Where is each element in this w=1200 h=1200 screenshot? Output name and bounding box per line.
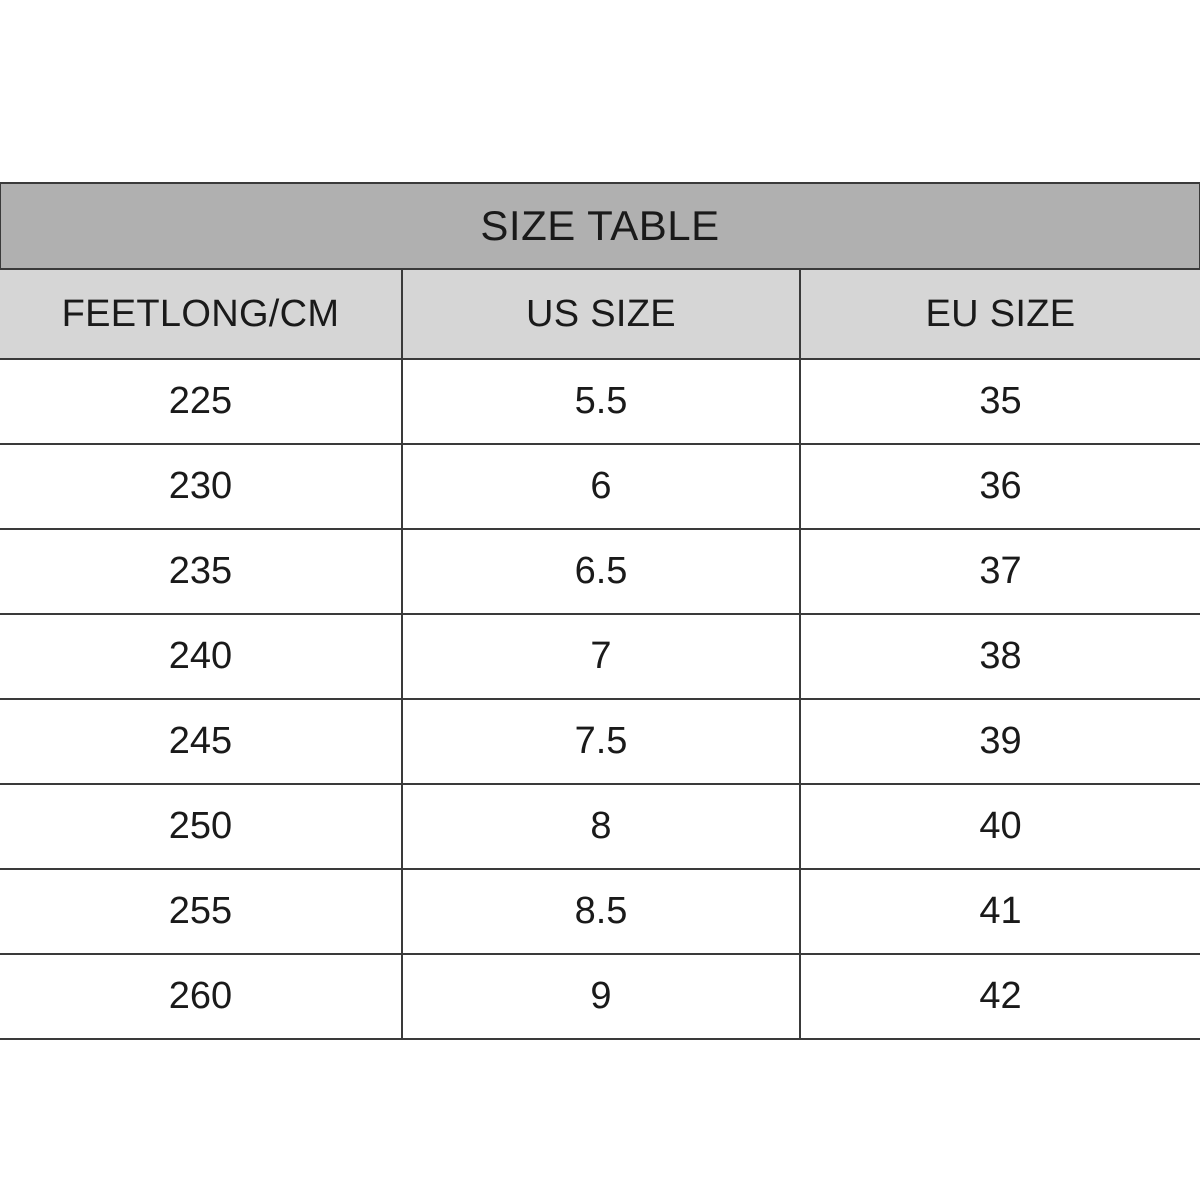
cell-feetlong: 240 [0,614,402,699]
cell-us-size: 8 [402,784,800,869]
cell-feetlong: 245 [0,699,402,784]
table-title: SIZE TABLE [0,183,1200,269]
cell-eu-size: 38 [800,614,1200,699]
cell-us-size: 8.5 [402,869,800,954]
cell-eu-size: 41 [800,869,1200,954]
cell-feetlong: 250 [0,784,402,869]
cell-us-size: 7 [402,614,800,699]
table-title-row [0,183,1200,269]
table-row [0,784,1200,869]
cell-us-size: 7.5 [402,699,800,784]
cell-us-size: 9 [402,954,800,1039]
table-row [0,614,1200,699]
table-row [0,869,1200,954]
column-header-eu-size: EU SIZE [800,269,1200,359]
table-row [0,699,1200,784]
column-header-feetlong: FEETLONG/CM [0,269,402,359]
table-header-row [0,269,1200,359]
cell-feetlong: 235 [0,529,402,614]
cell-feetlong: 230 [0,444,402,529]
cell-eu-size: 35 [800,359,1200,444]
cell-eu-size: 37 [800,529,1200,614]
table-row [0,444,1200,529]
cell-us-size: 6.5 [402,529,800,614]
cell-feetlong: 260 [0,954,402,1039]
cell-feetlong: 225 [0,359,402,444]
table-row [0,954,1200,1039]
cell-feetlong: 255 [0,869,402,954]
cell-us-size: 6 [402,444,800,529]
cell-eu-size: 42 [800,954,1200,1039]
cell-eu-size: 40 [800,784,1200,869]
column-header-us-size: US SIZE [402,269,800,359]
size-table [0,182,1200,1040]
cell-eu-size: 36 [800,444,1200,529]
table-row [0,529,1200,614]
table-row [0,359,1200,444]
cell-us-size: 5.5 [402,359,800,444]
cell-eu-size: 39 [800,699,1200,784]
